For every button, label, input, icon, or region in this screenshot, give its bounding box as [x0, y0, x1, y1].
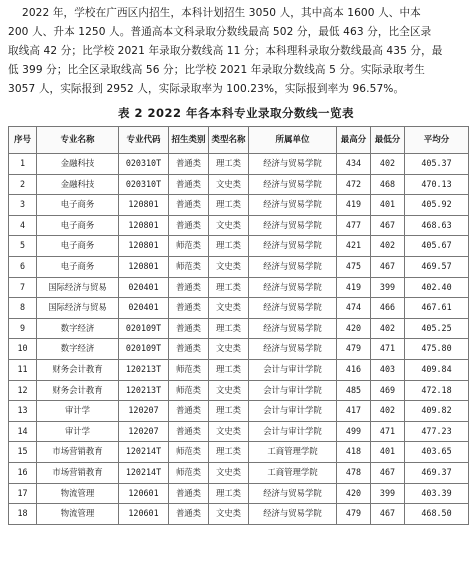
- cell-max-score: 416: [337, 359, 371, 380]
- paragraph-line: 取线高 42 分；比学校 2021 年录取分数线高 11 分；本科理科录取分数线最高 435 分，最: [8, 45, 443, 57]
- cell-department: 工商管理学院: [249, 462, 337, 483]
- admission-score-table: [8, 126, 469, 525]
- cell-major-name: 财务会计教育: [37, 359, 119, 380]
- cell-major-name: 市场营销教育: [37, 442, 119, 463]
- cell-avg-score: 405.37: [405, 154, 469, 175]
- cell-enroll-category: 师范类: [169, 462, 209, 483]
- cell-enroll-category: 普通类: [169, 401, 209, 422]
- table-row: [9, 277, 469, 298]
- cell-min-score: 471: [371, 421, 405, 442]
- cell-avg-score: 405.25: [405, 318, 469, 339]
- cell-type-name: 理工类: [209, 236, 249, 257]
- cell-major-code: 120801: [119, 215, 169, 236]
- paragraph-line: 3057 人，实际报到 2952 人，实际录取率为 100.23%，实际报到率为 96.57%。: [8, 83, 405, 95]
- table-row: [9, 339, 469, 360]
- cell-enroll-category: 普通类: [169, 154, 209, 175]
- cell-max-score: 418: [337, 442, 371, 463]
- cell-type-name: 文史类: [209, 174, 249, 195]
- cell-type-name: 文史类: [209, 298, 249, 319]
- cell-index: 8: [9, 298, 37, 319]
- cell-major-code: 020310T: [119, 174, 169, 195]
- cell-type-name: 理工类: [209, 277, 249, 298]
- cell-min-score: 471: [371, 339, 405, 360]
- table-row: [9, 421, 469, 442]
- table-header-row: [9, 127, 469, 154]
- table-row: [9, 318, 469, 339]
- cell-major-code: 020109T: [119, 339, 169, 360]
- table-row: [9, 462, 469, 483]
- cell-major-code: 120207: [119, 401, 169, 422]
- table-row: [9, 359, 469, 380]
- cell-major-code: 020401: [119, 277, 169, 298]
- cell-avg-score: 468.63: [405, 215, 469, 236]
- cell-index: 14: [9, 421, 37, 442]
- cell-type-name: 文史类: [209, 256, 249, 277]
- cell-major-code: 020109T: [119, 318, 169, 339]
- cell-type-name: 理工类: [209, 401, 249, 422]
- cell-min-score: 402: [371, 236, 405, 257]
- cell-enroll-category: 普通类: [169, 298, 209, 319]
- cell-department: 经济与贸易学院: [249, 154, 337, 175]
- cell-department: 会计与审计学院: [249, 359, 337, 380]
- cell-major-code: 020310T: [119, 154, 169, 175]
- cell-index: 4: [9, 215, 37, 236]
- cell-department: 经济与贸易学院: [249, 236, 337, 257]
- cell-min-score: 399: [371, 483, 405, 504]
- cell-min-score: 402: [371, 401, 405, 422]
- cell-major-name: 金融科技: [37, 174, 119, 195]
- cell-enroll-category: 师范类: [169, 380, 209, 401]
- cell-major-code: 120213T: [119, 359, 169, 380]
- cell-enroll-category: 普通类: [169, 174, 209, 195]
- cell-max-score: 499: [337, 421, 371, 442]
- cell-enroll-category: 师范类: [169, 359, 209, 380]
- cell-type-name: 理工类: [209, 483, 249, 504]
- cell-index: 7: [9, 277, 37, 298]
- cell-min-score: 402: [371, 318, 405, 339]
- table-row: [9, 483, 469, 504]
- header-major-name: 专业名称: [37, 127, 119, 154]
- cell-type-name: 理工类: [209, 318, 249, 339]
- cell-min-score: 402: [371, 154, 405, 175]
- cell-avg-score: 409.84: [405, 359, 469, 380]
- cell-major-name: 电子商务: [37, 236, 119, 257]
- cell-type-name: 理工类: [209, 154, 249, 175]
- cell-type-name: 文史类: [209, 462, 249, 483]
- cell-department: 工商管理学院: [249, 442, 337, 463]
- cell-enroll-category: 师范类: [169, 236, 209, 257]
- cell-max-score: 421: [337, 236, 371, 257]
- cell-department: 会计与审计学院: [249, 380, 337, 401]
- cell-max-score: 477: [337, 215, 371, 236]
- cell-index: 9: [9, 318, 37, 339]
- table-caption: 表 2 2022 年各本科专业录取分数线一览表: [117, 106, 355, 120]
- paragraph-line: 2022 年，学校在广西区内招生，本科计划招生 3050 人，其中高本 1600 人、中本: [22, 7, 421, 19]
- cell-avg-score: 467.61: [405, 298, 469, 319]
- cell-major-name: 审计学: [37, 421, 119, 442]
- cell-type-name: 理工类: [209, 359, 249, 380]
- cell-enroll-category: 普通类: [169, 421, 209, 442]
- cell-department: 经济与贸易学院: [249, 174, 337, 195]
- cell-index: 16: [9, 462, 37, 483]
- cell-department: 经济与贸易学院: [249, 318, 337, 339]
- table-row: [9, 195, 469, 216]
- cell-avg-score: 475.80: [405, 339, 469, 360]
- cell-avg-score: 477.23: [405, 421, 469, 442]
- cell-major-name: 电子商务: [37, 215, 119, 236]
- cell-type-name: 文史类: [209, 504, 249, 525]
- cell-major-code: 120207: [119, 421, 169, 442]
- cell-max-score: 417: [337, 401, 371, 422]
- cell-min-score: 467: [371, 462, 405, 483]
- cell-major-code: 120213T: [119, 380, 169, 401]
- cell-avg-score: 469.37: [405, 462, 469, 483]
- table-body: [9, 154, 469, 525]
- cell-department: 经济与贸易学院: [249, 215, 337, 236]
- table-row: [9, 215, 469, 236]
- header-max-score: 最高分: [337, 127, 371, 154]
- cell-min-score: 399: [371, 277, 405, 298]
- cell-min-score: 403: [371, 359, 405, 380]
- paragraph-line: 200 人、升本 1250 人。普通高本文科录取分数线最高 502 分，最低 463 分，比全区录: [8, 26, 432, 38]
- cell-avg-score: 402.40: [405, 277, 469, 298]
- cell-enroll-category: 师范类: [169, 442, 209, 463]
- cell-department: 经济与贸易学院: [249, 298, 337, 319]
- cell-index: 13: [9, 401, 37, 422]
- cell-major-code: 020401: [119, 298, 169, 319]
- cell-index: 5: [9, 236, 37, 257]
- cell-max-score: 434: [337, 154, 371, 175]
- cell-department: 经济与贸易学院: [249, 256, 337, 277]
- cell-index: 1: [9, 154, 37, 175]
- cell-max-score: 420: [337, 483, 371, 504]
- header-department: 所属单位: [249, 127, 337, 154]
- cell-major-name: 数字经济: [37, 318, 119, 339]
- cell-type-name: 理工类: [209, 195, 249, 216]
- cell-avg-score: 472.18: [405, 380, 469, 401]
- cell-major-code: 120214T: [119, 442, 169, 463]
- cell-major-name: 数字经济: [37, 339, 119, 360]
- header-index: 序号: [9, 127, 37, 154]
- cell-min-score: 401: [371, 195, 405, 216]
- paragraph-line: 低 399 分；比全区录取线高 56 分；比学校 2021 年录取分数线高 5 分。实际录取考生: [8, 64, 425, 76]
- cell-department: 经济与贸易学院: [249, 339, 337, 360]
- cell-index: 3: [9, 195, 37, 216]
- cell-min-score: 467: [371, 504, 405, 525]
- cell-max-score: 478: [337, 462, 371, 483]
- cell-index: 2: [9, 174, 37, 195]
- cell-max-score: 474: [337, 298, 371, 319]
- cell-min-score: 466: [371, 298, 405, 319]
- cell-department: 经济与贸易学院: [249, 195, 337, 216]
- cell-enroll-category: 普通类: [169, 504, 209, 525]
- cell-enroll-category: 普通类: [169, 215, 209, 236]
- cell-department: 会计与审计学院: [249, 421, 337, 442]
- cell-index: 11: [9, 359, 37, 380]
- cell-enroll-category: 普通类: [169, 339, 209, 360]
- table-row: [9, 298, 469, 319]
- cell-major-name: 财务会计教育: [37, 380, 119, 401]
- cell-max-score: 485: [337, 380, 371, 401]
- table-row: [9, 380, 469, 401]
- header-major-code: 专业代码: [119, 127, 169, 154]
- intro-paragraph: [8, 4, 464, 99]
- cell-major-name: 审计学: [37, 401, 119, 422]
- cell-avg-score: 468.50: [405, 504, 469, 525]
- cell-avg-score: 409.82: [405, 401, 469, 422]
- cell-min-score: 467: [371, 256, 405, 277]
- cell-avg-score: 403.39: [405, 483, 469, 504]
- cell-enroll-category: 普通类: [169, 195, 209, 216]
- cell-department: 会计与审计学院: [249, 401, 337, 422]
- cell-major-name: 电子商务: [37, 256, 119, 277]
- cell-index: 17: [9, 483, 37, 504]
- cell-max-score: 479: [337, 339, 371, 360]
- cell-major-code: 120601: [119, 483, 169, 504]
- cell-major-code: 120214T: [119, 462, 169, 483]
- cell-major-code: 120601: [119, 504, 169, 525]
- cell-major-code: 120801: [119, 236, 169, 257]
- table-row: [9, 442, 469, 463]
- cell-max-score: 479: [337, 504, 371, 525]
- cell-type-name: 文史类: [209, 421, 249, 442]
- cell-index: 18: [9, 504, 37, 525]
- cell-max-score: 472: [337, 174, 371, 195]
- cell-max-score: 475: [337, 256, 371, 277]
- cell-major-code: 120801: [119, 195, 169, 216]
- cell-max-score: 420: [337, 318, 371, 339]
- cell-enroll-category: 普通类: [169, 318, 209, 339]
- cell-min-score: 467: [371, 215, 405, 236]
- cell-type-name: 文史类: [209, 339, 249, 360]
- cell-department: 经济与贸易学院: [249, 277, 337, 298]
- table-row: [9, 504, 469, 525]
- cell-index: 10: [9, 339, 37, 360]
- cell-avg-score: 405.92: [405, 195, 469, 216]
- cell-enroll-category: 普通类: [169, 277, 209, 298]
- cell-department: 经济与贸易学院: [249, 483, 337, 504]
- cell-major-name: 物流管理: [37, 504, 119, 525]
- cell-major-name: 国际经济与贸易: [37, 298, 119, 319]
- table-row: [9, 401, 469, 422]
- cell-min-score: 468: [371, 174, 405, 195]
- cell-index: 6: [9, 256, 37, 277]
- cell-major-name: 国际经济与贸易: [37, 277, 119, 298]
- table-row: [9, 236, 469, 257]
- header-type-name: 类型名称: [209, 127, 249, 154]
- cell-enroll-category: 普通类: [169, 483, 209, 504]
- header-avg-score: 平均分: [405, 127, 469, 154]
- cell-major-name: 电子商务: [37, 195, 119, 216]
- cell-department: 经济与贸易学院: [249, 504, 337, 525]
- cell-min-score: 469: [371, 380, 405, 401]
- cell-min-score: 401: [371, 442, 405, 463]
- cell-major-name: 市场营销教育: [37, 462, 119, 483]
- cell-enroll-category: 师范类: [169, 256, 209, 277]
- cell-avg-score: 469.57: [405, 256, 469, 277]
- cell-avg-score: 405.67: [405, 236, 469, 257]
- cell-max-score: 419: [337, 195, 371, 216]
- table-row: [9, 256, 469, 277]
- cell-index: 15: [9, 442, 37, 463]
- cell-type-name: 文史类: [209, 215, 249, 236]
- cell-avg-score: 403.65: [405, 442, 469, 463]
- cell-index: 12: [9, 380, 37, 401]
- cell-type-name: 理工类: [209, 442, 249, 463]
- table-row: [9, 154, 469, 175]
- cell-avg-score: 470.13: [405, 174, 469, 195]
- cell-max-score: 419: [337, 277, 371, 298]
- table-row: [9, 174, 469, 195]
- cell-type-name: 文史类: [209, 380, 249, 401]
- cell-major-name: 金融科技: [37, 154, 119, 175]
- header-min-score: 最低分: [371, 127, 405, 154]
- cell-major-code: 120801: [119, 256, 169, 277]
- header-enroll-category: 招生类别: [169, 127, 209, 154]
- cell-major-name: 物流管理: [37, 483, 119, 504]
